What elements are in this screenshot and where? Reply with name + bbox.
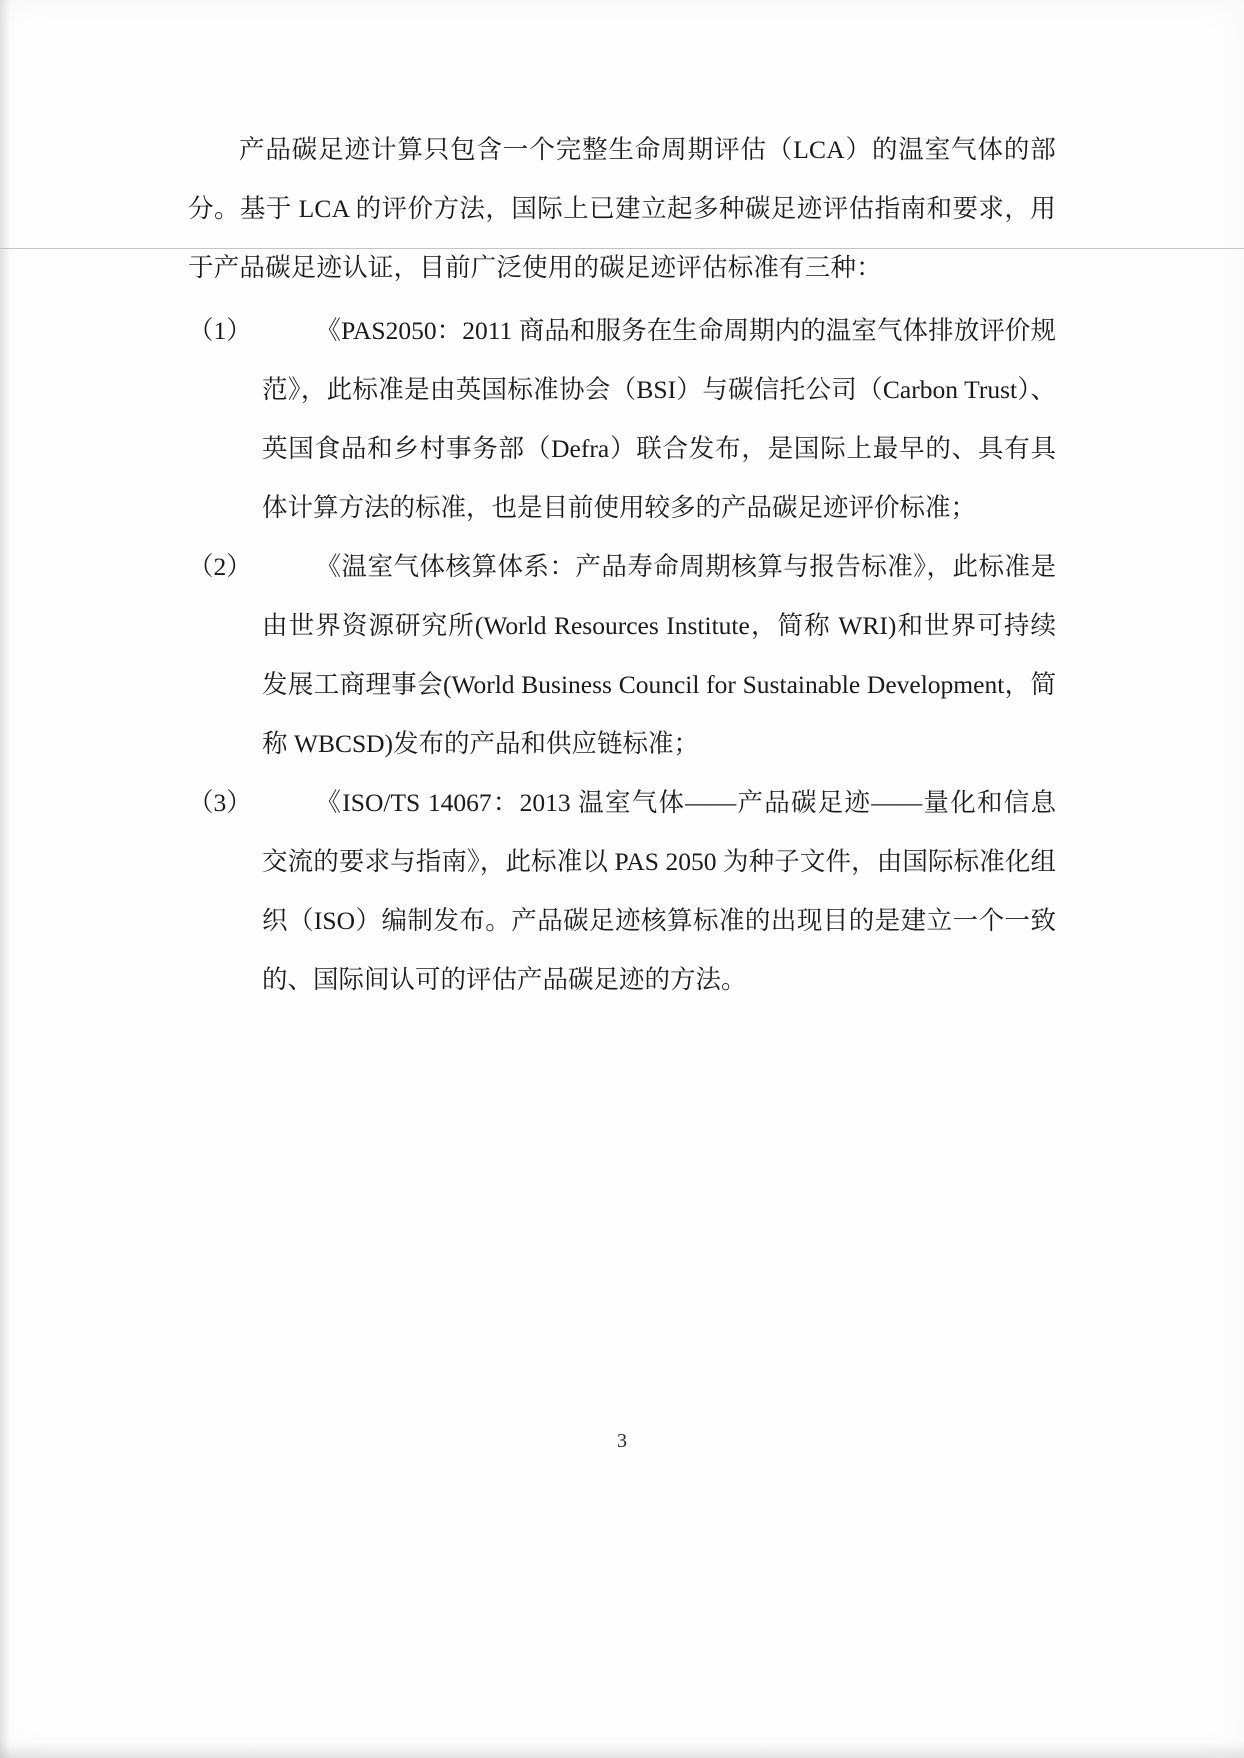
list-item-text: 《温室气体核算体系：产品寿命周期核算与报告标准》，此标准是由世界资源研究所(World Resources Institute，简称 WRI)和世界可持续发展工商理事会(World Business Council for Sustainable Development，简称 WBCSD)发布的产品和供应链标准； bbox=[262, 552, 1056, 758]
list-item bbox=[188, 301, 1056, 537]
page-content bbox=[188, 120, 1056, 1009]
page-bottom-edge-shadow bbox=[0, 1742, 1244, 1758]
paragraph-intro: 产品碳足迹计算只包含一个完整生命周期评估（LCA）的温室气体的部分。基于 LCA 的评价方法，国际上已建立起多种碳足迹评估指南和要求，用于产品碳足迹认证，目前广泛使用的碳足迹评估标准有三种： bbox=[188, 135, 1056, 282]
list-item-marker: （2） bbox=[188, 552, 252, 581]
page-left-edge-shadow bbox=[0, 0, 10, 1758]
list-item bbox=[188, 773, 1056, 1009]
list-item-text: 《ISO/TS 14067：2013 温室气体——产品碳足迹——量化和信息交流的要求与指南》，此标准以 PAS 2050 为种子文件，由国际标准化组织（ISO）编制发布。产品碳足迹核算标准的出现目的是建立一个一致的、国际间认可的评估产品碳足迹的方法。 bbox=[262, 788, 1056, 994]
page-number: 3 bbox=[617, 1430, 627, 1452]
list-item-text: 《PAS2050：2011 商品和服务在生命周期内的温室气体排放评价规范》，此标准是由英国标准协会（BSI）与碳信托公司（Carbon Trust）、英国食品和乡村事务部（Defra）联合发布，是国际上最早的、具有具体计算方法的标准，也是目前使用较多的产品碳足迹评价标准； bbox=[262, 316, 1056, 522]
list-item bbox=[188, 537, 1056, 773]
list-item-marker: （3） bbox=[188, 788, 252, 817]
list-item-marker: （1） bbox=[188, 316, 252, 345]
